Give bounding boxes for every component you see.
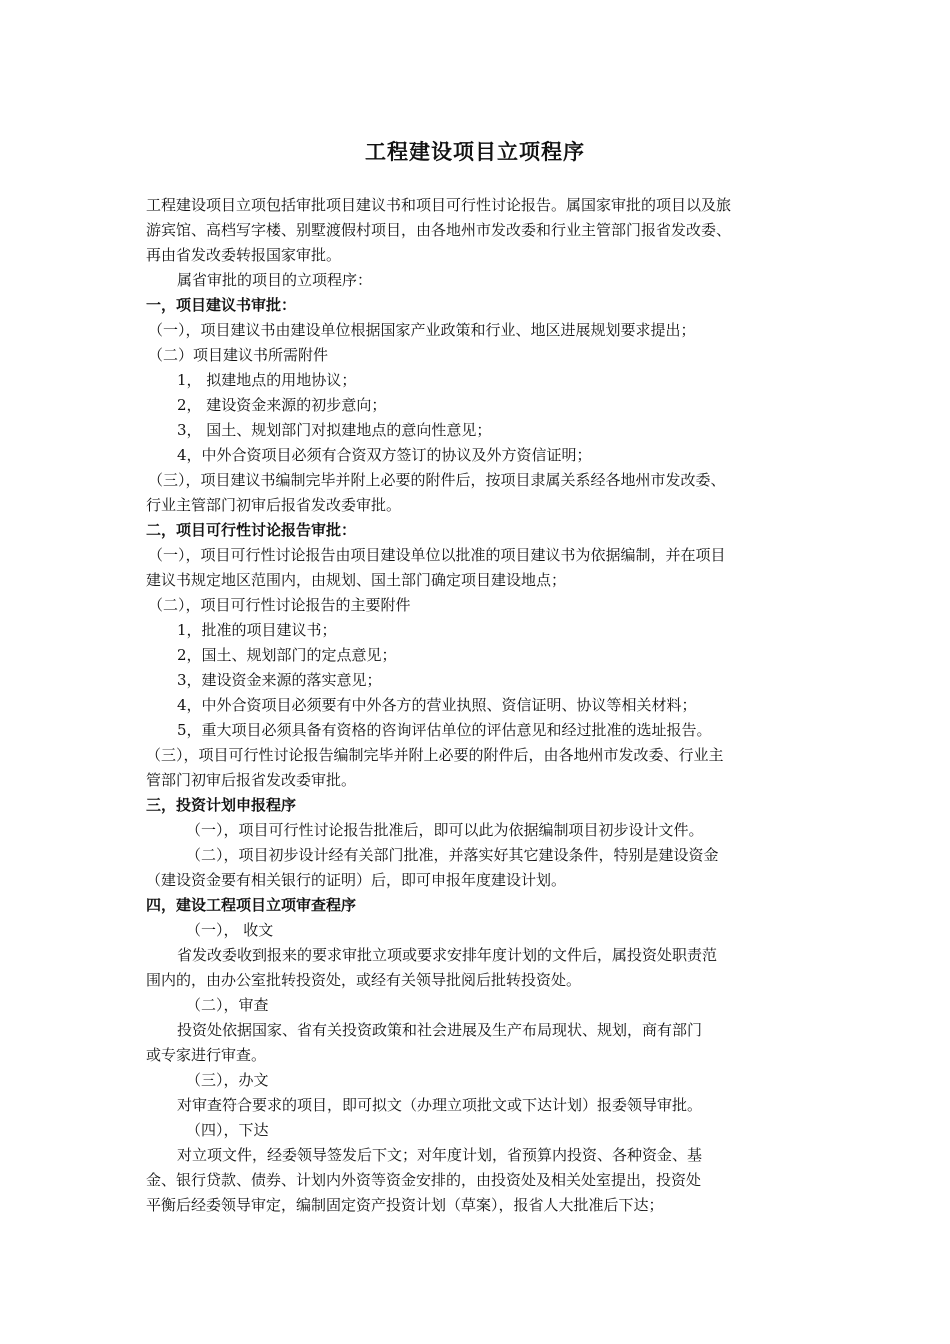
paragraph-line: 4，中外合资项目必须要有中外各方的营业执照、资信证明、协议等相关材料； <box>177 696 697 714</box>
paragraph-line: （三），项目可行性讨论报告编制完毕并附上必要的附件后，由各地州市发改委、行业主 <box>146 746 724 764</box>
paragraph-line: （二）项目建议书所需附件 <box>148 346 329 364</box>
paragraph-line: 省发改委收到报来的要求审批立项或要求安排年度计划的文件后，属投资处职责范 <box>177 946 718 964</box>
paragraph-line: 再由省发改委转报国家审批。 <box>146 246 342 264</box>
paragraph-line: 3， 国土、规划部门对拟建地点的意向性意见； <box>177 421 492 439</box>
paragraph-line: （一），项目可行性讨论报告由项目建设单位以批准的项目建议书为依据编制，并在项目 <box>148 546 726 564</box>
section-heading: 一，项目建议书审批： <box>146 296 297 314</box>
document-title: 工程建设项目立项程序 <box>365 139 585 164</box>
paragraph-line: 3，建设资金来源的落实意见； <box>177 671 382 689</box>
paragraph-line: （一），项目可行性讨论报告批准后，即可以此为依据编制项目初步设计文件。 <box>186 821 704 839</box>
paragraph-line: 4，中外合资项目必须有合资双方签订的协议及外方资信证明； <box>177 446 592 464</box>
paragraph-line: 对审查符合要求的项目，即可拟文（办理立项批文或下达计划）报委领导审批。 <box>177 1096 703 1114</box>
paragraph-line: 或专家进行审查。 <box>146 1046 267 1064</box>
section-heading: 二，项目可行性讨论报告审批： <box>146 521 357 539</box>
paragraph-line: 对立项文件，经委领导签发后下文；对年度计划，省预算内投资、各种资金、基 <box>177 1146 703 1164</box>
paragraph-line: （一）， 收文 <box>186 921 274 939</box>
paragraph-line: 1， 拟建地点的用地协议； <box>177 371 357 389</box>
paragraph-line: 2，国土、规划部门的定点意见； <box>177 646 397 664</box>
paragraph-line: 围内的，由办公室批转投资处，或经有关领导批阅后批转投资处。 <box>146 971 582 989</box>
paragraph-line: （二），项目可行性讨论报告的主要附件 <box>148 596 411 614</box>
paragraph-line: 平衡后经委领导审定，编制固定资产投资计划（草案），报省人大批准后下达； <box>146 1196 664 1214</box>
paragraph-line: 5，重大项目必须具备有资格的咨询评估单位的评估意见和经过批准的选址报告。 <box>177 721 712 739</box>
paragraph-line: （三），项目建议书编制完毕并附上必要的附件后，按项目隶属关系经各地州市发改委、 <box>148 471 726 489</box>
section-heading: 四，建设工程项目立项审查程序 <box>146 896 357 914</box>
paragraph-line: 管部门初审后报省发改委审批。 <box>146 771 357 789</box>
paragraph-line: （二），项目初步设计经有关部门批准，并落实好其它建设条件，特别是建设资金 <box>186 846 719 864</box>
paragraph-line: 投资处依据国家、省有关投资政策和社会进展及生产布局现状、规划，商有部门 <box>177 1021 703 1039</box>
paragraph-line: 属省审批的项目的立项程序： <box>177 271 373 289</box>
paragraph-line: 2， 建设资金来源的初步意向； <box>177 396 387 414</box>
paragraph-line: 金、银行贷款、债券、计划内外资等资金安排的，由投资处及相关处室提出，投资处 <box>146 1171 702 1189</box>
paragraph-line: （建设资金要有相关银行的证明）后，即可申报年度建设计划。 <box>146 871 567 889</box>
paragraph-line: 行业主管部门初审后报省发改委审批。 <box>146 496 402 514</box>
paragraph-line: 游宾馆、高档写字楼、别墅渡假村项目，由各地州市发改委和行业主管部门报省发改委、 <box>146 221 732 239</box>
paragraph-line: （一），项目建议书由建设单位根据国家产业政策和行业、地区进展规划要求提出； <box>148 321 696 339</box>
paragraph-line: （二），审查 <box>186 996 269 1014</box>
paragraph-line: 工程建设项目立项包括审批项目建议书和项目可行性讨论报告。属国家审批的项目以及旅 <box>146 196 732 214</box>
section-heading: 三，投资计划申报程序 <box>146 796 297 814</box>
paragraph-line: （三），办文 <box>186 1071 269 1089</box>
paragraph-line: 建议书规定地区范围内，由规划、国土部门确定项目建设地点； <box>146 571 567 589</box>
paragraph-line: （四），下达 <box>186 1121 269 1139</box>
paragraph-line: 1，批准的项目建议书； <box>177 621 337 639</box>
